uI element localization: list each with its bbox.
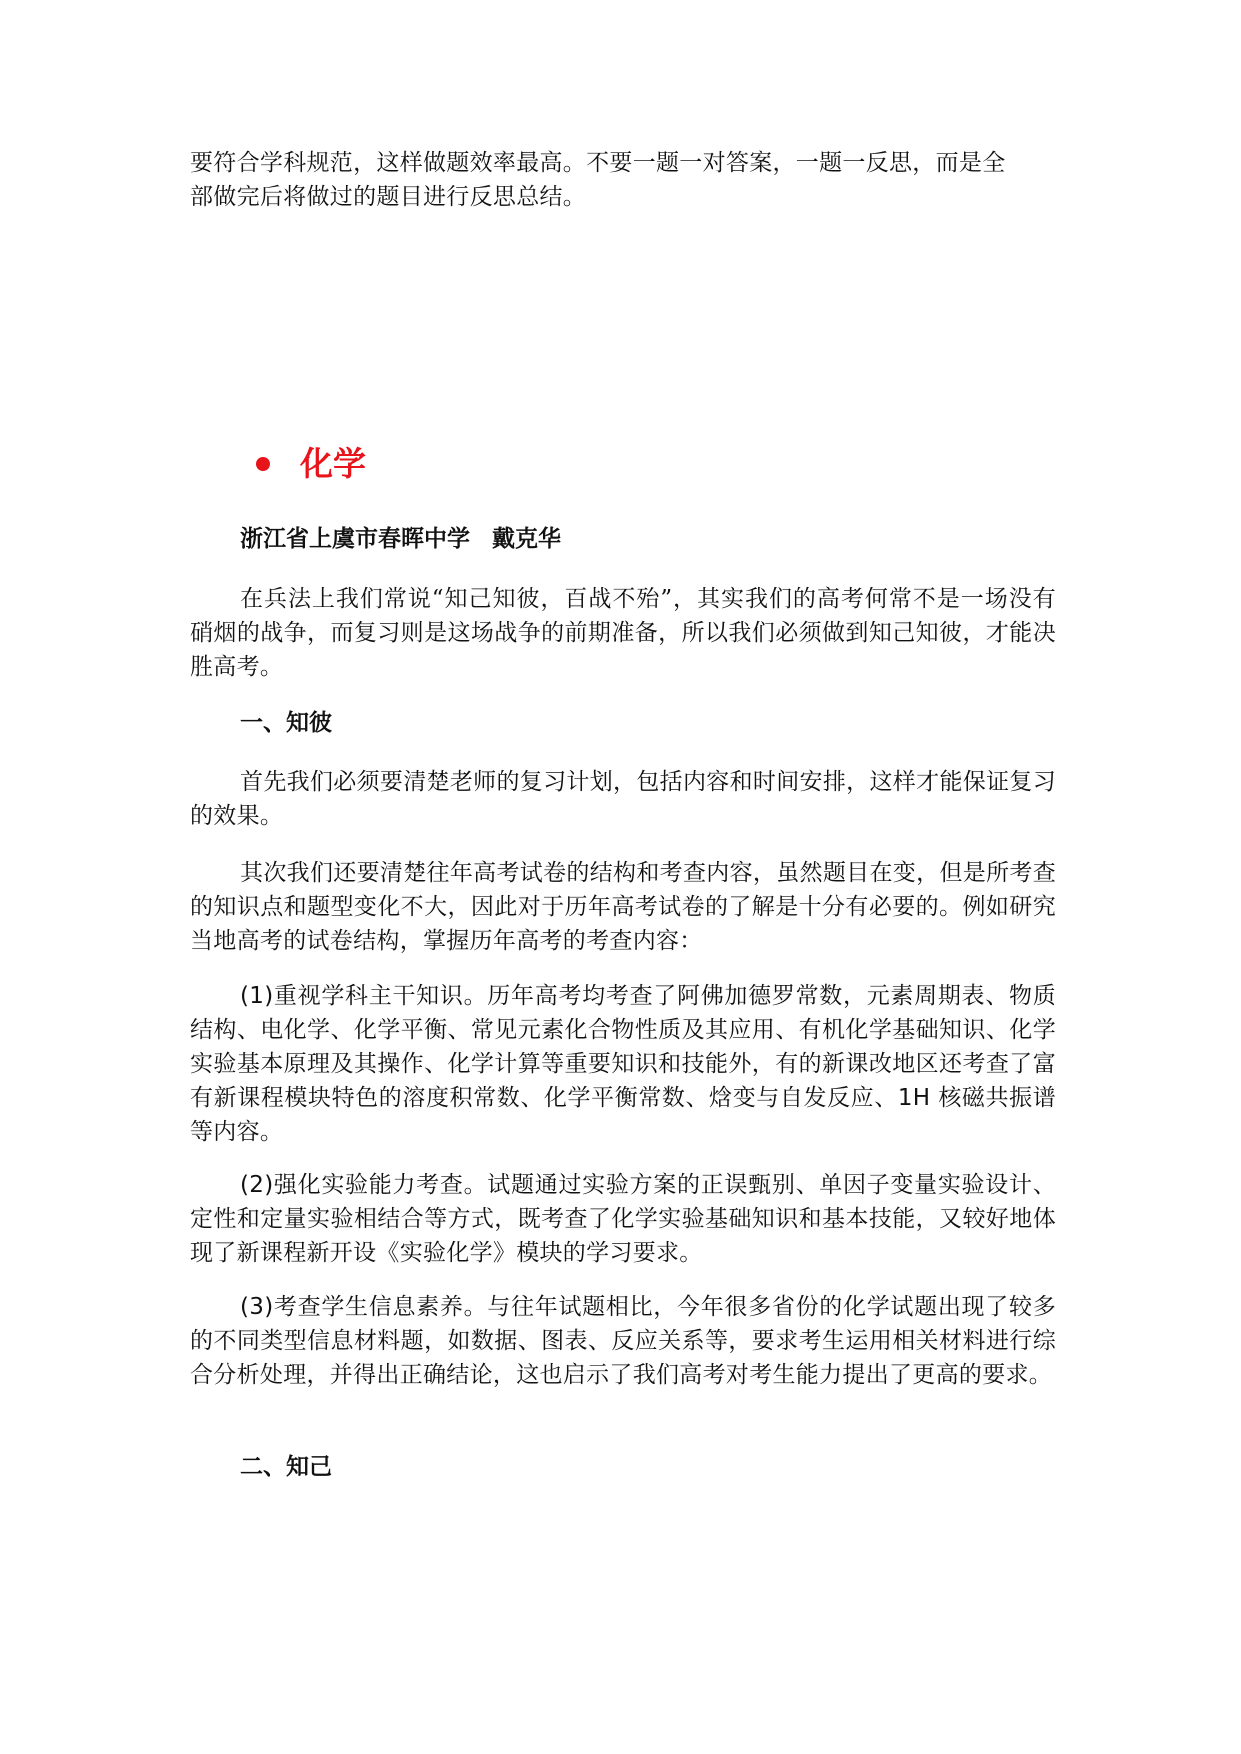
paragraph-plan: 首先我们必须要清楚老师的复习计划，包括内容和时间安排，这样才能保证复习的效果。 xyxy=(190,769,1056,829)
heading-know-yourself: 二、知己 xyxy=(240,1454,332,1480)
item-1-tail-number: 1H xyxy=(897,1085,931,1111)
item-2-number: (2) xyxy=(240,1172,274,1198)
section-title: 化学 xyxy=(300,444,366,483)
bullet-icon xyxy=(256,457,270,471)
section-heading xyxy=(256,442,366,486)
heading-know-the-other: 一、知彼 xyxy=(240,710,332,736)
intro-line-2: 部做完后将做过的题目进行反思总结。 xyxy=(190,184,587,210)
author-name: 戴克华 xyxy=(492,526,561,552)
intro-line-1: 要符合学科规范，这样做题效率最高。不要一题一对答案，一题一反思，而是全 xyxy=(190,150,1006,176)
author-line xyxy=(240,522,561,556)
item-3-text: 考查学生信息素养。与往年试题相比，今年很多省份的化学试题出现了较多的不同类型信息材料题，如数据、图表、反应关系等，要求考生运用相关材料进行综合分析处理，并得出正确结论，这也启示了我们高考对考生能力提出了更高的要求。 xyxy=(190,1294,1056,1388)
item-1-tail-text: 核磁共振谱等内容。 xyxy=(190,1085,1056,1145)
list-item-2 xyxy=(190,1168,1056,1270)
item-1-number: (1) xyxy=(240,983,274,1009)
list-item-1 xyxy=(190,979,1056,1149)
list-item-3 xyxy=(190,1290,1056,1392)
intro-paragraph xyxy=(190,146,1056,214)
school-name: 浙江省上虞市春晖中学 xyxy=(240,526,470,552)
item-1-text: 重视学科主干知识。历年高考均考查了阿佛加德罗常数，元素周期表、物质结构、电化学、化学平衡、常见元素化合物性质及其应用、有机化学基础知识、化学实验基本原理及其操作、化学计算等重要知识和技能外，有的新课改地区还考查了富有新课程模块特色的溶度积常数、化学平衡常数、焓变与自发反应、 xyxy=(190,983,1056,1111)
paragraph-exam-structure: 其次我们还要清楚往年高考试卷的结构和考查内容，虽然题目在变，但是所考查的知识点和题型变化不大，因此对于历年高考试卷的了解是十分有必要的。例如研究当地高考的试卷结构，掌握历年高考的考查内容： xyxy=(190,860,1056,954)
opening-paragraph: 在兵法上我们常说“知己知彼，百战不殆”，其实我们的高考何常不是一场没有硝烟的战争，而复习则是这场战争的前期准备，所以我们必须做到知己知彼，才能决胜高考。 xyxy=(190,586,1056,680)
item-2-text: 强化实验能力考查。试题通过实验方案的正误甄别、单因子变量实验设计、定性和定量实验相结合等方式，既考查了化学实验基础知识和基本技能，又较好地体现了新课程新开设《实验化学》模块的学习要求。 xyxy=(190,1172,1056,1266)
item-3-number: (3) xyxy=(240,1294,274,1320)
